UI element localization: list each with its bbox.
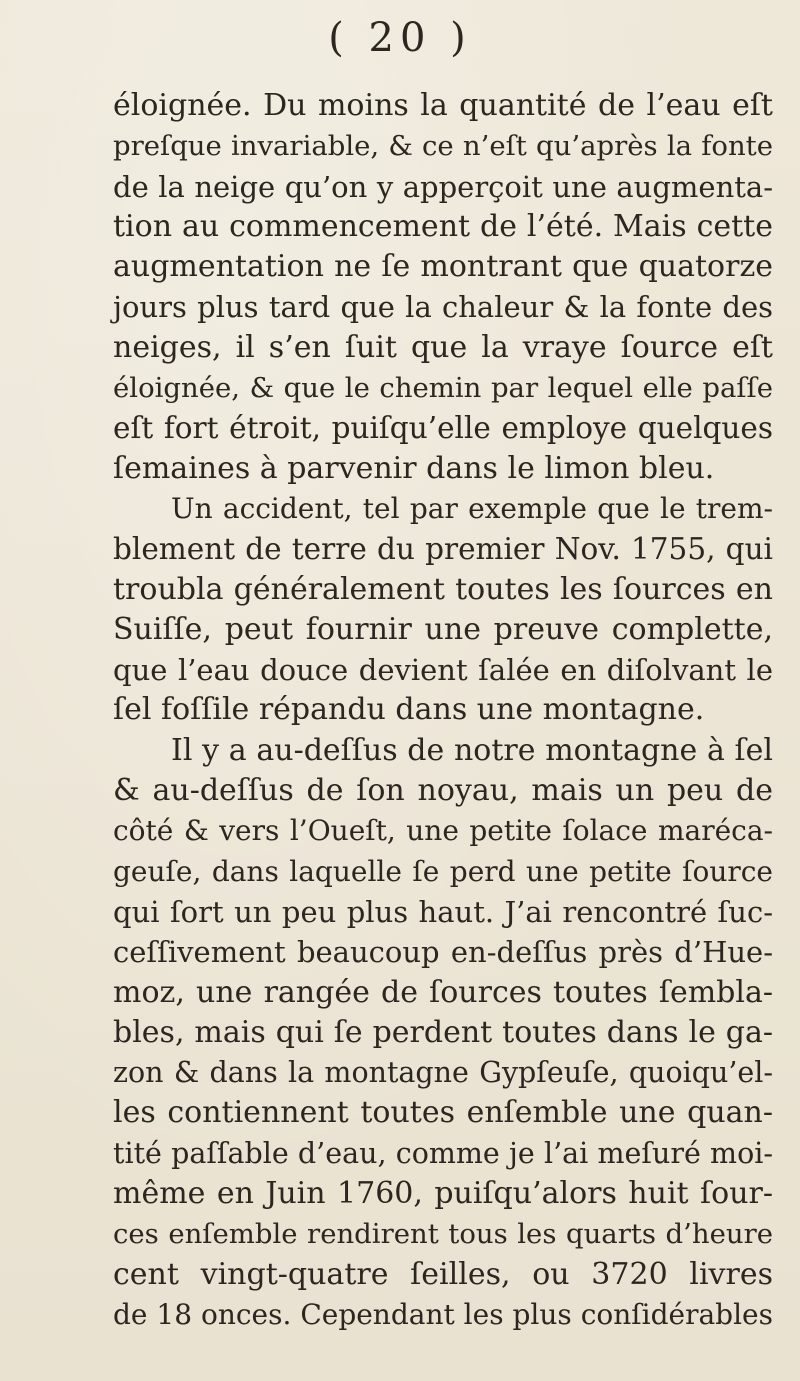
text-line: tité paſſable d’eau, comme je l’ai meſuré moi- <box>113 1136 773 1170</box>
text-line: blement de terre du premier Nov. 1755, qui <box>113 532 773 567</box>
text-line: jours plus tard que la chaleur & la fonte des <box>113 290 773 325</box>
text-line: tion au commencement de l’été. Mais cette <box>113 208 773 244</box>
text-line: de 18 onces. Cependant les plus conſidérables <box>113 1297 773 1331</box>
text-line: ſemaines à parvenir dans le limon bleu. <box>113 450 715 486</box>
text-line: que l’eau douce devient ſalée en diſolvant le <box>113 653 773 688</box>
text-line: neiges, il s’en ſuit que la vraye ſource eſt <box>113 329 773 365</box>
page-number: ( 20 ) <box>328 15 472 61</box>
text-line: preſque invariable, & ce n’eſt qu’après la fonte <box>113 130 773 163</box>
text-line: même en Juin 1760, puiſqu’alors huit ſour- <box>113 1176 773 1212</box>
text-line: ces enſemble rendirent tous les quarts d’heure <box>113 1218 773 1251</box>
text-line: Il y a au-deſſus de notre montagne à ſel <box>171 732 773 768</box>
text-line: côté & vers l’Oueſt, une petite ſolace maréca- <box>113 814 773 848</box>
text-line: geuſe, dans laquelle ſe perd une petite ſource <box>113 854 773 888</box>
text-line: & au-deſſus de ſon noyau, mais un peu de <box>113 773 773 809</box>
text-line: bles, mais qui ſe perdent toutes dans le ga- <box>113 1014 773 1050</box>
text-line: moz, une rangée de ſources toutes ſembla- <box>113 974 773 1010</box>
text-line: les contiennent toutes enſemble une quan- <box>113 1095 773 1131</box>
text-line: Suiſſe, peut fournir une preuve complette, <box>113 611 773 647</box>
text-line: augmentation ne ſe montrant que quatorze <box>113 249 773 285</box>
body-text <box>113 86 773 1335</box>
text-line: éloignée. Du moins la quantité de l’eau eſt <box>113 88 773 123</box>
text-line: troubla généralement toutes les ſources en <box>113 571 773 607</box>
text-line: qui ſort un peu plus haut. J’ai rencontré ſuc- <box>113 894 773 929</box>
text-line: éloignée, & que le chemin par lequel elle paſſe <box>113 372 773 405</box>
text-line: zon & dans la montagne Gypſeuſe, quoiqu’el- <box>113 1056 773 1090</box>
text-line: ſel foſſile répandu dans une montagne. <box>113 692 705 728</box>
text-line: cent vingt-quatre ſeilles, ou 3720 livres <box>113 1256 773 1292</box>
text-line: eſt fort étroit, puiſqu’elle employe quelques <box>113 411 773 446</box>
text-line: de la neige qu’on y apperçoit une augmenta- <box>113 169 773 204</box>
text-line: ceſſivement beaucoup en-deſſus près d’Hue- <box>113 935 773 970</box>
text-line: Un accident, tel par exemple que le trem- <box>171 491 773 525</box>
